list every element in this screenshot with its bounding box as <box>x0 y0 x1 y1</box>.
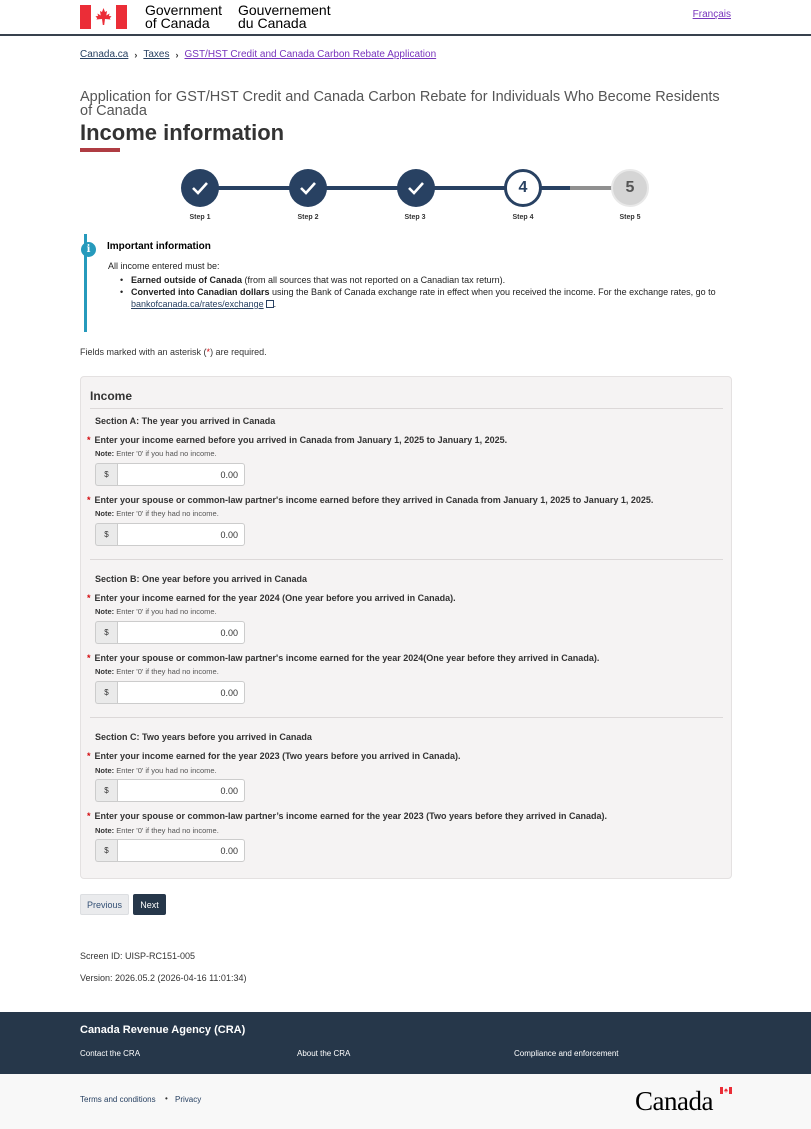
application-title: Application for GST/HST Credit and Canada Carbon Rebate for Individuals Who Become Residents of Canada <box>80 89 720 119</box>
step-1-complete <box>181 169 219 207</box>
question-text: Enter your spouse or common-law partner's income earned before they arrived in Canada from January 1, 2025 to January 1, 2025. <box>94 495 654 505</box>
step-label: Step 5 <box>619 214 641 221</box>
chevron-right-icon: › <box>134 49 138 60</box>
wordmark-fr-line2: du Canada <box>238 15 307 31</box>
canada-flag-icon <box>720 1087 732 1094</box>
note-label: Note: <box>95 449 115 458</box>
alert-bullet-text: (from all sources that was not reported on a Canadian tax return). <box>242 275 506 285</box>
step-4-current: 4 <box>504 169 542 207</box>
step-5-upcoming: 5 <box>611 169 649 207</box>
currency-input-group <box>95 463 245 486</box>
section-c-title: Section C: Two years before you arrived in Canada <box>95 732 312 742</box>
version-info: Version: 2026.05.2 (2026-04-16 11:01:34) <box>80 973 247 983</box>
currency-input-group <box>95 681 245 704</box>
canada-wordmark-text: Canada <box>635 1086 713 1116</box>
currency-input-group <box>95 523 245 546</box>
note-text: Enter '0' if you had no income. <box>116 766 217 775</box>
checkmark-icon <box>299 181 317 195</box>
dollar-prefix: $ <box>95 463 117 486</box>
section-b-title: Section B: One year before you arrived in Canada <box>95 574 308 584</box>
important-info-alert <box>84 234 734 332</box>
note-label: Note: <box>95 607 115 616</box>
alert-intro: All income entered must be: <box>108 261 220 271</box>
question-label <box>87 653 599 663</box>
question-note <box>95 667 219 676</box>
section-a-title: Section A: The year you arrived in Canada <box>95 416 276 426</box>
required-note-after: ) are required. <box>210 347 267 357</box>
breadcrumb-link-application[interactable]: GST/HST Credit and Canada Carbon Rebate Application <box>184 49 437 60</box>
progress-stepper <box>180 168 650 228</box>
checkmark-icon <box>407 181 425 195</box>
question-label <box>87 435 507 445</box>
footer-main <box>0 1012 811 1074</box>
dollar-prefix: $ <box>95 681 117 704</box>
required-asterisk: * <box>87 435 91 445</box>
footer-sub <box>0 1074 811 1129</box>
note-text: Enter '0' if they had no income. <box>116 667 219 676</box>
alert-body <box>108 260 736 310</box>
dollar-prefix: $ <box>95 779 117 802</box>
site-header <box>0 0 811 36</box>
government-wordmark-fr[interactable] <box>238 4 331 30</box>
currency-input-group <box>95 621 245 644</box>
dollar-prefix: $ <box>95 621 117 644</box>
note-label: Note: <box>95 826 115 835</box>
alert-heading: Important information <box>107 241 211 252</box>
info-icon: i <box>81 242 96 257</box>
question-text: Enter your spouse or common-law partner’s income earned for the year 2023 (Two years before they arrived in Canada). <box>94 811 608 821</box>
step-label: Step 2 <box>297 214 319 221</box>
section-divider <box>90 717 723 718</box>
question-text: Enter your spouse or common-law partner's income earned for the year 2024(One year before they arrived in Canada). <box>94 653 600 663</box>
currency-input-group <box>95 779 245 802</box>
alert-bullet-bold: Converted into Canadian dollars <box>131 287 270 297</box>
required-asterisk: * <box>87 811 91 821</box>
chevron-right-icon: › <box>175 49 179 60</box>
applicant-income-2025-input[interactable] <box>117 463 245 486</box>
exchange-rates-link[interactable]: bankofcanada.ca/rates/exchange <box>131 299 264 309</box>
question-label <box>87 593 456 603</box>
footer-link-about[interactable]: About the CRA <box>297 1049 351 1058</box>
spouse-income-2024-input[interactable] <box>117 681 245 704</box>
required-asterisk: * <box>87 495 91 505</box>
previous-button[interactable]: Previous <box>80 894 129 915</box>
note-text: Enter '0' if you had no income. <box>116 607 217 616</box>
section-divider <box>90 559 723 560</box>
question-note <box>95 607 217 616</box>
panel-heading: Income <box>90 389 133 403</box>
alert-link-suffix: . <box>273 299 277 309</box>
spouse-income-2025-input[interactable] <box>117 523 245 546</box>
step-3-complete <box>397 169 435 207</box>
question-note <box>95 509 219 518</box>
government-wordmark-en[interactable] <box>145 4 222 30</box>
question-text: Enter your income earned for the year 2023 (Two years before you arrived in Canada). <box>94 751 461 761</box>
external-link-icon <box>266 300 274 308</box>
alert-list-item <box>120 286 736 310</box>
terms-link[interactable]: Terms and conditions <box>80 1095 156 1104</box>
question-text: Enter your income earned for the year 2024 (One year before you arrived in Canada). <box>94 593 456 603</box>
step-label: Step 4 <box>512 214 534 221</box>
question-label <box>87 811 607 821</box>
question-note <box>95 449 217 458</box>
footer-bullet: • <box>165 1094 168 1103</box>
applicant-income-2024-input[interactable] <box>117 621 245 644</box>
note-label: Note: <box>95 766 115 775</box>
question-note <box>95 826 219 835</box>
alert-bullet-bold: Earned outside of Canada <box>131 275 243 285</box>
footer-link-contact[interactable]: Contact the CRA <box>80 1049 141 1058</box>
breadcrumb-link-canada[interactable]: Canada.ca <box>80 49 129 60</box>
screen-id: Screen ID: UISP-RC151-005 <box>80 951 196 961</box>
question-note <box>95 766 217 775</box>
applicant-income-2023-input[interactable] <box>117 779 245 802</box>
question-label <box>87 495 653 505</box>
wordmark-en-line1: Government <box>145 2 223 18</box>
panel-divider <box>90 408 723 409</box>
alert-bullet-text: using the Bank of Canada exchange rate in effect when you received the income. For the exchange rates, go to <box>269 287 716 297</box>
wordmark-fr-line1: Gouvernement <box>238 2 331 18</box>
dollar-prefix: $ <box>95 523 117 546</box>
step-2-complete <box>289 169 327 207</box>
currency-input-group <box>95 839 245 862</box>
spouse-income-2023-input[interactable] <box>117 839 245 862</box>
page-title: Income information <box>80 120 285 145</box>
note-text: Enter '0' if they had no income. <box>116 826 219 835</box>
checkmark-icon <box>191 181 209 195</box>
required-fields-note <box>80 347 267 357</box>
alert-list-item <box>120 274 736 286</box>
required-asterisk: * <box>87 751 91 761</box>
footer-title: Canada Revenue Agency (CRA) <box>80 1024 246 1036</box>
footer-link-compliance[interactable]: Compliance and enforcement <box>514 1049 619 1058</box>
note-label: Note: <box>95 667 115 676</box>
canada-wordmark-logo <box>635 1084 733 1116</box>
required-asterisk: * <box>87 593 91 603</box>
breadcrumb-link-taxes[interactable]: Taxes <box>143 49 170 60</box>
language-toggle-link[interactable]: Français <box>692 9 731 20</box>
question-label <box>87 751 460 761</box>
privacy-link[interactable]: Privacy <box>175 1095 202 1104</box>
required-asterisk: * <box>87 653 91 663</box>
note-label: Note: <box>95 509 115 518</box>
wordmark-en-line2: of Canada <box>145 15 210 31</box>
step-label: Step 3 <box>404 214 426 221</box>
required-asterisk: * <box>206 347 211 357</box>
note-text: Enter '0' if they had no income. <box>116 509 219 518</box>
canada-flag-icon <box>80 5 127 29</box>
dollar-prefix: $ <box>95 839 117 862</box>
question-text: Enter your income earned before you arrived in Canada from January 1, 2025 to January 1, 2025. <box>94 435 508 445</box>
note-text: Enter '0' if you had no income. <box>116 449 217 458</box>
required-note-before: Fields marked with an asterisk ( <box>80 347 207 357</box>
title-accent-bar <box>80 148 120 152</box>
step-label: Step 1 <box>189 214 211 221</box>
breadcrumb <box>80 49 436 60</box>
next-button[interactable]: Next <box>133 894 166 915</box>
income-panel <box>80 376 732 879</box>
alert-list <box>108 274 736 310</box>
